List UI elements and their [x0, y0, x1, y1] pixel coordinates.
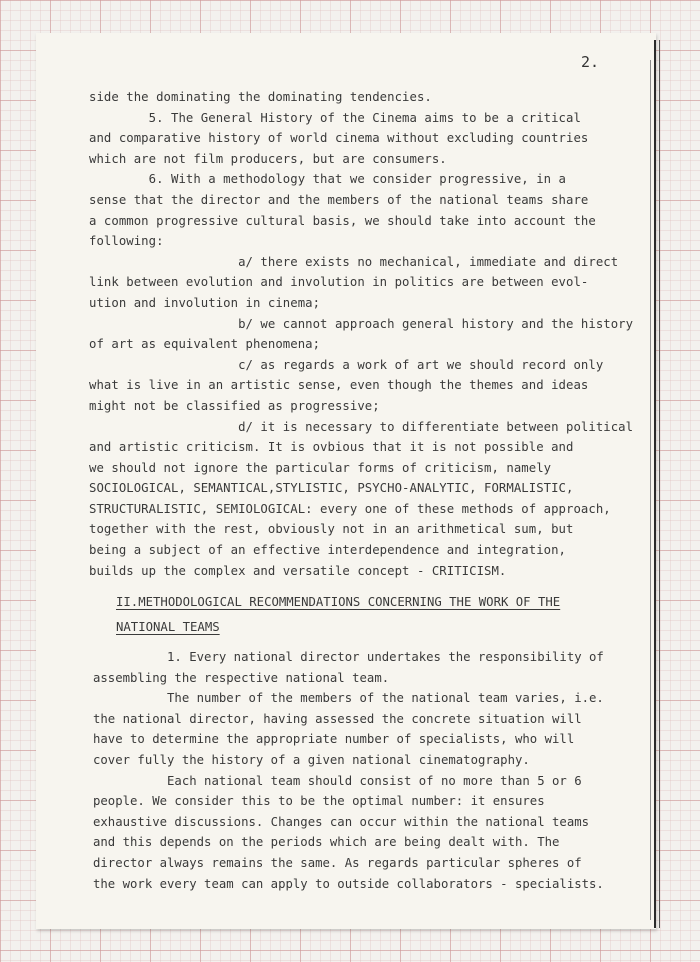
text-line: which are not film producers, but are consumers.	[89, 151, 447, 166]
text-line: director always remains the same. As regards particular spheres of	[93, 855, 582, 870]
text-line: side the dominating the dominating tendencies.	[89, 90, 432, 104]
text-line: and artistic criticism. It is ovbious that it is not possible and	[89, 440, 574, 455]
text-line: SOCIOLOGICAL, SEMANTICAL,STYLISTIC, PSYCHO-ANALYTIC, FORMALISTIC,	[89, 481, 574, 496]
text-line: a common progressive cultural basis, we should take into account the	[89, 213, 596, 228]
text-line: link between evolution and involution in politics are between evol-	[89, 275, 589, 290]
text-line: together with the rest, obviously not in an arithmetical sum, but	[89, 522, 574, 537]
section-heading-line: II.METHODOLOGICAL RECOMMENDATIONS CONCERNING THE WORK OF THE	[116, 595, 561, 609]
text-line: and comparative history of world cinema without excluding countries	[89, 131, 589, 146]
text-line: 6. With a methodology that we consider progressive, in a	[89, 172, 567, 187]
body-text-section-ii	[93, 647, 653, 894]
text-line: The number of the members of the national team varies, i.e.	[93, 691, 604, 706]
text-line: people. We consider this to be the optimal number: it ensures	[93, 794, 545, 809]
text-line: 5. The General History of the Cinema aims to be a critical	[89, 110, 581, 125]
section-heading	[116, 595, 560, 640]
text-line: assembling the respective national team.	[93, 670, 390, 685]
text-line: builds up the complex and versatile concept - CRITICISM.	[89, 563, 507, 578]
text-line: ution and involution in cinema;	[89, 295, 321, 310]
text-line: cover fully the history of a given national cinematography.	[93, 752, 530, 767]
text-line: a/ there exists no mechanical, immediate and direct	[89, 254, 619, 269]
text-line: 1. Every national director undertakes the responsibility of	[93, 650, 604, 664]
text-line: d/ it is necessary to differentiate between political	[89, 419, 634, 434]
text-line: we should not ignore the particular forms of criticism, namely	[89, 460, 552, 475]
page-edge-shadow	[654, 40, 656, 928]
text-line: and this depends on the periods which are being dealt with. The	[93, 835, 560, 850]
section-heading-line: NATIONAL TEAMS	[116, 619, 220, 634]
text-line: the national director, having assessed the concrete situation will	[93, 711, 582, 726]
text-line: the work every team can apply to outside collaborators - specialists.	[93, 876, 604, 891]
text-line: b/ we cannot approach general history and the history	[89, 316, 634, 331]
text-line: might not be classified as progressive;	[89, 398, 380, 413]
text-line: exhaustive discussions. Changes can occur within the national teams	[93, 814, 590, 829]
body-text	[89, 87, 649, 581]
text-line: Each national team should consist of no more than 5 or 6	[93, 773, 582, 788]
page-edge-shadow	[659, 40, 660, 928]
text-line: following:	[89, 234, 164, 249]
text-line: being a subject of an effective interdependence and integration,	[89, 543, 567, 558]
page-number: 2.	[581, 53, 600, 71]
text-line: c/ as regards a work of art we should record only	[89, 357, 604, 372]
text-line: sense that the director and the members of the national teams share	[89, 192, 589, 207]
text-line: of art as equivalent phenomena;	[89, 337, 321, 352]
text-line: STRUCTURALISTIC, SEMIOLOGICAL: every one of these methods of approach,	[89, 501, 611, 516]
text-line: what is live in an artistic sense, even though the themes and ideas	[89, 378, 589, 393]
text-line: have to determine the appropriate number of specialists, who will	[93, 732, 575, 747]
